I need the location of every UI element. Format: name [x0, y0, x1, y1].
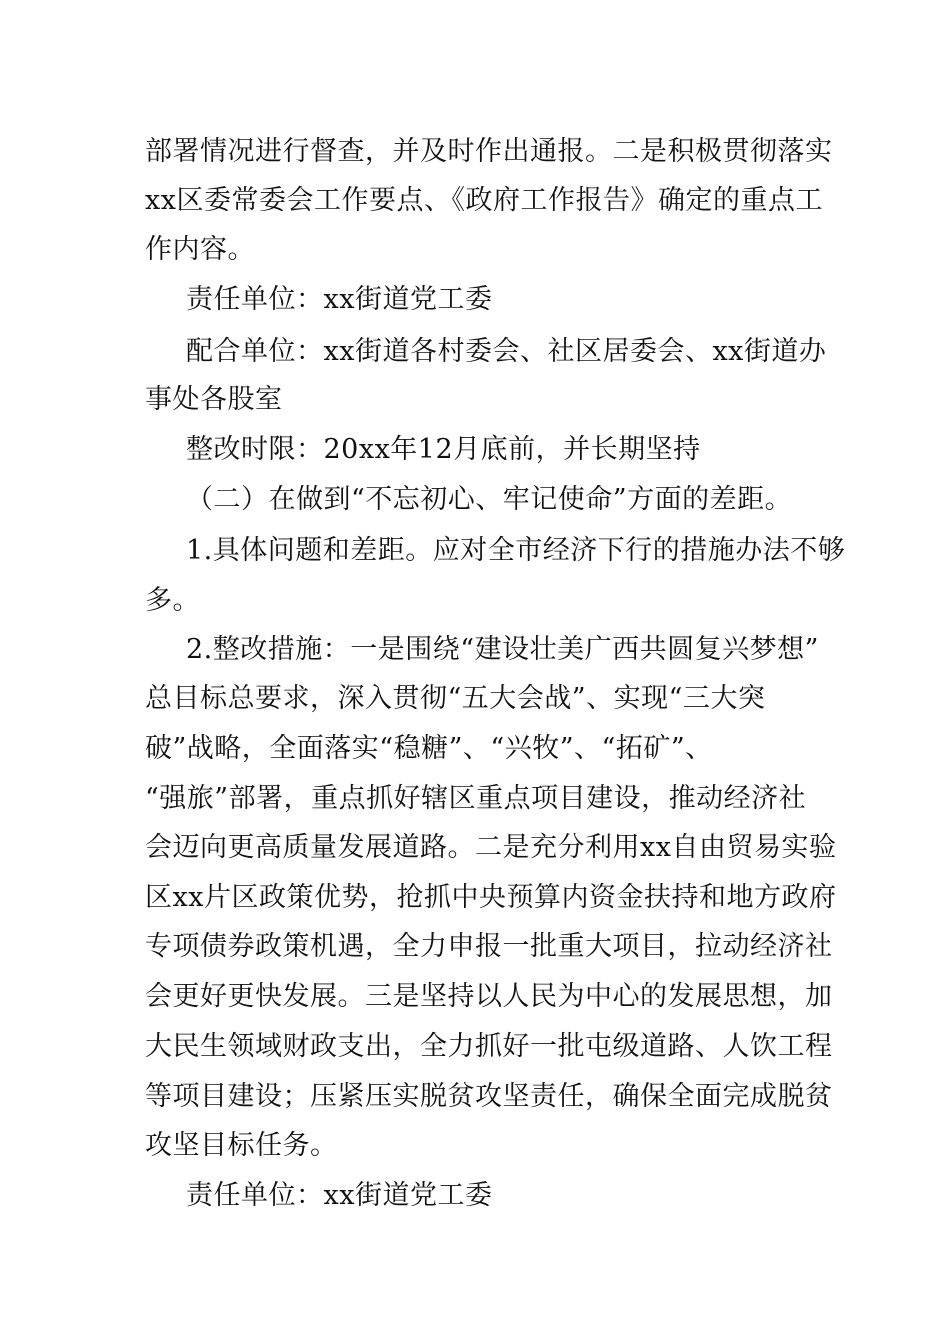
text-line: 专项债券政策机遇，全力申报一批重大项目，拉动经济社	[145, 931, 833, 962]
text-line: 会迈向更高质量发展道路。二是充分利用xx自由贸易实验	[145, 832, 837, 863]
text-line: “强旅”部署，重点抓好辖区重点项目建设，推动经济社	[145, 783, 807, 814]
cooperating-unit-line: 配合单位：xx街道各村委会、社区居委会、xx街道办	[186, 336, 827, 367]
text-line: 事处各股室	[145, 384, 283, 415]
text-line: 部署情况进行督查，并及时作出通报。二是积极贯彻落实	[145, 136, 833, 167]
text-line: 区xx片区政策优势，抢抓中央预算内资金扶持和地方政府	[145, 882, 837, 913]
text-line: 多。	[145, 585, 200, 616]
text-line: 会更好更快发展。三是坚持以人民为中心的发展思想，加	[145, 981, 833, 1012]
responsible-unit-line: 责任单位：xx街道党工委	[186, 284, 493, 315]
text-line: 大民生领域财政支出，全力抓好一批屯级道路、人饮工程	[145, 1031, 833, 1062]
text-line: 作内容。	[145, 234, 255, 265]
text-line: 攻坚目标任务。	[145, 1130, 338, 1161]
responsible-unit-line: 责任单位：xx街道党工委	[186, 1180, 493, 1211]
text-line: 总目标总要求，深入贯彻“五大会战”、实现“三大突	[145, 683, 766, 714]
deadline-line: 整改时限：20xx年12月底前，并长期坚持	[186, 434, 701, 465]
item-1-line: 1.具体问题和差距。应对全市经济下行的措施办法不够	[186, 535, 846, 566]
text-line: 等项目建设；压紧压实脱贫攻坚责任，确保全面完成脱贫	[145, 1081, 833, 1112]
text-line: 破”战略，全面落实“稳糖”、“兴牧”、“拓矿”、	[145, 733, 713, 764]
text-line: xx区委常委会工作要点、《政府工作报告》确定的重点工	[145, 185, 823, 216]
item-2-line: 2.整改措施：一是围绕“建设壮美广西共圆复兴梦想”	[186, 634, 819, 665]
section-heading: （二）在做到“不忘初心、牢记使命”方面的差距。	[186, 484, 793, 515]
